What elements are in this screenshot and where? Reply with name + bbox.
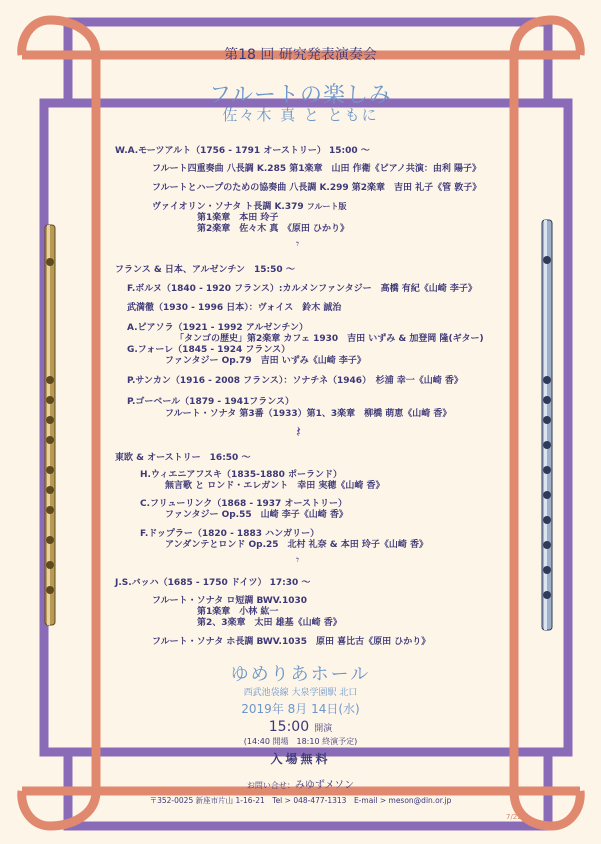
s3-line-1: H.ウィエニアフスキ（1835-1880 ポーランド） <box>140 470 343 480</box>
start-label: 開演 <box>314 724 333 734</box>
start-time-row <box>0 716 601 735</box>
s2-line-5: G.フォーレ（1845 - 1924 フランス） <box>127 345 291 355</box>
s3-line-5: F.ドップラー（1820 - 1883 ハンガリー） <box>140 529 320 539</box>
contact-row <box>0 776 601 791</box>
s4-line-3: 第2、3楽章 太田 雄基《山崎 香》 <box>197 618 342 628</box>
s3-line-6: アンダンテとロンド Op.25 北村 礼奈 & 本田 玲子《山崎 香》 <box>165 540 429 550</box>
s2-line-1: F.ボルヌ（1840 - 1920 フランス）:カルメンファンタジー 高橋 有紀《山崎 李子》 <box>127 284 477 294</box>
hall-name: ゆめりあホール <box>230 664 371 685</box>
section2-header: フランス & 日本、アルゼンチン 15:50 ～ <box>115 265 295 275</box>
s4-line-2: 第1楽章 小林 紘一 <box>197 607 279 617</box>
section1-header: W.A.モーツアルト（1756 - 1791 オーストリー） 15:00 ～ <box>115 146 370 156</box>
s1-program-2: フルートとハープのための協奏曲 八長調 K.299 第2楽章 吉田 礼子《管 敦子》 <box>152 183 482 193</box>
concert-date: 2019年 8月 14日(水) <box>241 702 360 716</box>
s4-line-1: フルート・ソナタ ロ短調 BWV.1030 <box>152 596 308 606</box>
s1-program-3: ヴァイオリン・ソナタ ト長調 K.379 フルート版 <box>152 202 347 212</box>
section3-header: 東欧 & オーストリー 16:50 ～ <box>115 453 251 463</box>
s2-line-3: A.ピアソラ（1921 - 1992 アルゼンチン） <box>127 323 308 333</box>
s3-line-3: C.フリューリンク（1868 - 1937 オーストリー） <box>140 499 347 509</box>
right-flute-illustration <box>542 220 552 630</box>
s2-line-6: ファンタジー Op.79 吉田 いずみ《山崎 李子》 <box>165 356 366 366</box>
s1-program-3-movement-2: 第2楽章 佐々木 真 《原田 ひかり》 <box>197 224 350 234</box>
s3-line-2: 無言歌 と ロンド・エレガント 幸田 実穂《山崎 香》 <box>165 481 385 491</box>
left-flute-illustration <box>45 225 55 625</box>
s2-line-7: P.サンカン（1916 - 2008 フランス）：ソナチネ（1946） 杉浦 幸一《山崎 香》 <box>127 376 463 386</box>
quarter-rest-icon: 𝄽 <box>296 422 301 441</box>
s3-line-4: ファンタジー Op.55 山崎 李子《山崎 香》 <box>165 510 348 520</box>
eighth-rest-icon: 𝄾 <box>296 237 300 251</box>
start-time: 15:00 <box>268 719 310 735</box>
admission: 入場無料 <box>270 752 331 766</box>
s1-program-1: フルート四重奏曲 八長調 K.285 第1楽章 山田 作衛《ピアノ共演：由利 陽子》 <box>152 164 482 174</box>
s2-line-2: 武満徹（1930 - 1996 日本）：ヴォイス 鈴木 誠治 <box>127 303 342 313</box>
s2-line-9: フルート・ソナタ 第3番（1933）第1、3楽章 柳橋 萌恵《山崎 香》 <box>165 409 452 419</box>
contact-org: みゆずメソン <box>294 780 355 791</box>
concert-subtitle: 佐々木 真 と ともに <box>222 106 379 124</box>
hall-access: 西武池袋線 大泉学園駅 北口 <box>243 688 358 698</box>
event-title: 第18 回 研究発表演奏会 <box>224 47 377 63</box>
s2-line-4: 「タンゴの歴史」第2楽章 カフェ 1930 吉田 いずみ & 加登岡 隆(ギター) <box>175 334 484 344</box>
contact-label: お問い合せ： <box>246 781 295 790</box>
s2-line-8: P.ゴーベール（1879 - 1941フランス） <box>127 397 295 407</box>
door-times: (14:40 開場 18:10 終演予定) <box>243 737 358 746</box>
contact-address: 〒352-0025 新座市片山 1-16-21 Tel > 048-477-1313 E-mail > meson@din.or.jp <box>149 796 452 805</box>
s1-program-3-movement-1: 第1楽章 本田 玲子 <box>197 213 279 223</box>
page-counter: 7/22 <box>506 813 522 821</box>
s4-line-4: フルート・ソナタ ホ長調 BWV.1035 原田 喜比古《原田 ひかり》 <box>152 637 431 647</box>
s1-program-3-note: フルート版 <box>306 202 347 211</box>
eighth-rest-icon-2: 𝄾 <box>296 553 300 567</box>
concert-title: フルートの楽しみ <box>208 83 393 108</box>
section4-header: J.S.バッハ（1685 - 1750 ドイツ） 17:30 ～ <box>115 578 311 588</box>
